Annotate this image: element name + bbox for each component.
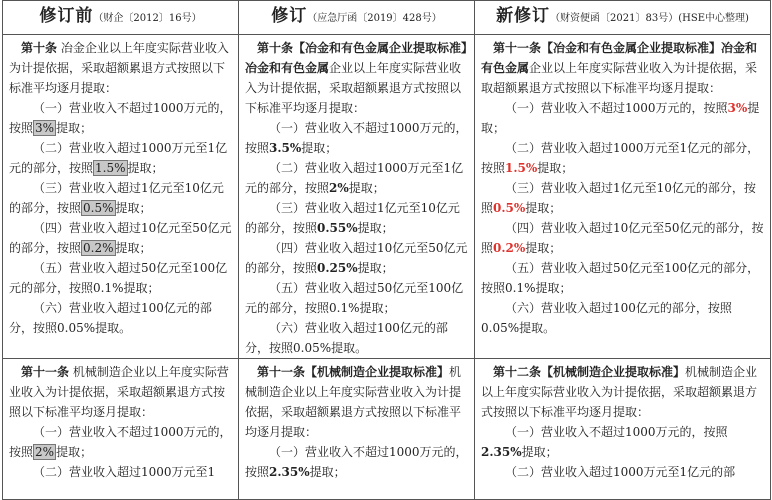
- header-new-revision: 新修订（财资便函〔2021〕83号）(HSE中心整理): [475, 1, 771, 35]
- col-revision-machinery: 第十一条【机械制造企业提取标准】机械制造企业以上年度实际营业收入为计提依据，采取超额累退方式按照以下标准平均逐月提取： （一）营业收入不超过1000万元的，按照2.35%提取；: [239, 359, 475, 500]
- metallurgy-row: [3, 35, 771, 359]
- col-before-machinery: 第十一条 机械制造企业以上年度实际营业收入为计提依据，采取超额累退方式按照以下标准平均逐月提取： （一）营业收入不超过1000万元的，按照 2% 提取； （二）营业收入超过1000万元至1: [3, 359, 239, 500]
- header-row: [3, 1, 771, 35]
- col-new-metallurgy: 第十一条【冶金和有色金属企业提取标准】冶金和有色金属企业以上年度实际营业收入为计提依据，采取超额累退方式按照以下标准平均逐月提取： （一）营业收入不超过1000万元的，按照3%提取； （二）营业收入超过1000万元至1亿元的部分，按照1.5%提取； （三）营业收入超过1亿元至10亿元的部分，按照0.5%提取； （四）营业收入超过10亿元至50亿元的部分，按照0.2%提取； （五）营业收入超过50亿元至100亿元的部分，按照0.1%提取； （六）营业收入超过100亿元的部分，按照0.05%提取。: [475, 35, 771, 359]
- col-before-metallurgy: 第十条 冶金企业以上年度实际营业收入为计提依据，采取超额累退方式按照以下标准平均逐月提取： （一）营业收入不超过1000万元的，按照 3% 提取； （二）营业收入超过1000万元至1亿元的部分，按照 1.5% 提取； （三）营业收入超过1亿元至10亿元的部分，按照 0.5% 提取； （四）营业收入超过10亿元至50亿元的部分，按照 0.2% 提取； （五）营业收入超过50亿元至100亿元的部分，按照0.1%提取； （六）营业收入超过100亿元的部分，按照0.05%提取。: [3, 35, 239, 359]
- comparison-table: [2, 0, 771, 500]
- col-new-machinery: 第十二条【机械制造企业提取标准】机械制造企业以上年度实际营业收入为计提依据，采取超额累退方式按照以下标准平均逐月提取： （一）营业收入不超过1000万元的，按照2.35%提取； （二）营业收入超过1000万元至1亿元的部: [475, 359, 771, 500]
- header-revision: 修订（应急厅函〔2019〕428号）: [239, 1, 475, 35]
- machinery-row: [3, 359, 771, 500]
- col-revision-metallurgy: 第十条【冶金和有色金属企业提取标准】冶金和有色金属企业以上年度实际营业收入为计提依据，采取超额累退方式按照以下标准平均逐月提取： （一）营业收入不超过1000万元的，按照3.5%提取； （二）营业收入超过1000万元至1亿元的部分，按照2%提取； （三）营业收入超过1亿元至10亿元的部分，按照0.55%提取； （四）营业收入超过10亿元至50亿元的部分，按照0.25%提取； （五）营业收入超过50亿元至100亿元的部分，按照0.1%提取； （六）营业收入超过100亿元的部分，按照0.05%提取。: [239, 35, 475, 359]
- header-before: 修订前（财企〔2012〕16号）: [3, 1, 239, 35]
